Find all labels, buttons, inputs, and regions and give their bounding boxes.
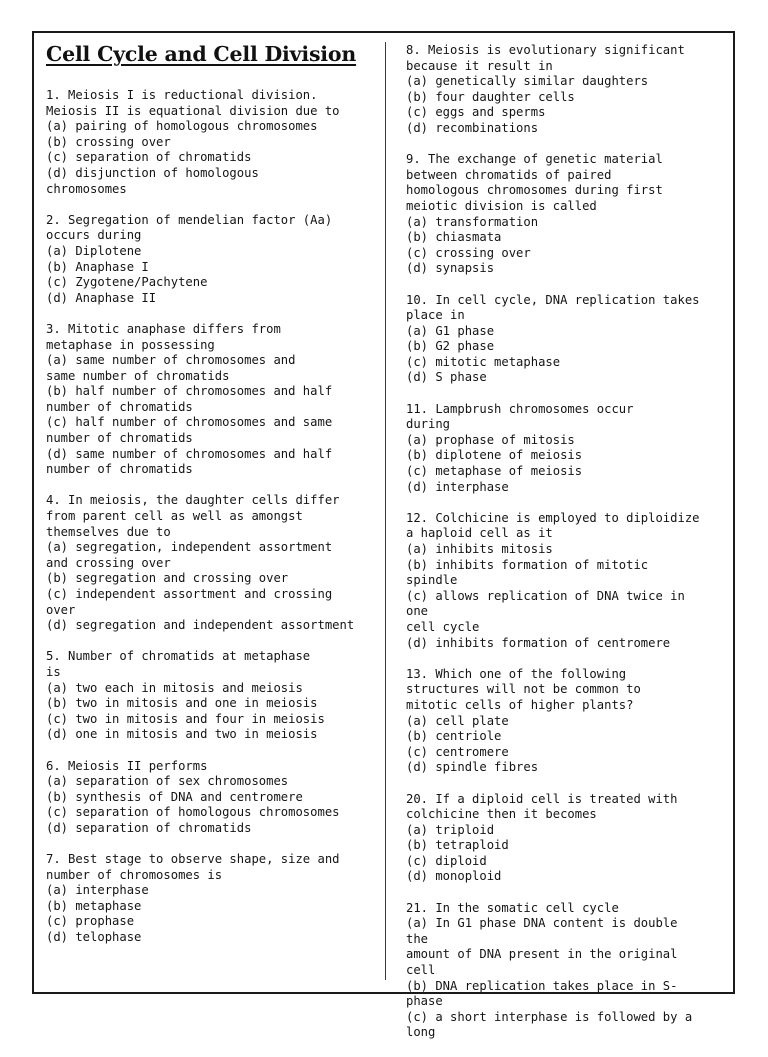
question-stem: 8. Meiosis is evolutionary significant because it result in (406, 43, 685, 73)
option-b: (b) G2 phase (406, 339, 495, 354)
question-4 (46, 493, 376, 633)
option-a: (a) genetically similar daughters (406, 74, 649, 89)
option-b: (b) half number of chromosomes and half number of chromatids (46, 384, 333, 414)
question-stem: 2. Segregation of mendelian factor (Aa) occurs during (46, 212, 333, 243)
question-stem: 10. In cell cycle, DNA replication takes place in (406, 292, 700, 323)
option-d: (d) one in mitosis and two in meiosis (46, 727, 318, 742)
option-a: (a) prophase of mitosis (406, 432, 575, 447)
question-8 (406, 43, 706, 137)
question-stem: 3. Mitotic anaphase differs from metaphase in possessing (46, 321, 281, 352)
option-a: (a) interphase (46, 883, 149, 898)
option-list (406, 542, 706, 651)
option-a: (a) G1 phase (406, 323, 495, 338)
option-c: (c) centromere (406, 744, 509, 759)
option-c: (c) half number of chromosomes and same number of chromatids (46, 415, 333, 446)
option-b: (b) segregation and crossing over (46, 571, 289, 586)
option-b: (b) diplotene of meiosis (406, 448, 583, 463)
option-list (46, 353, 376, 478)
question-10 (406, 293, 706, 387)
option-c: (c) eggs and sperms (406, 105, 546, 120)
option-c: (c) allows replication of DNA twice in one cell cycle (406, 588, 685, 634)
question-stem: 12. Colchicine is employed to diploidize a haploid cell as it (406, 510, 700, 541)
option-a: (a) same number of chromosomes and same number of chromatids (46, 353, 296, 383)
option-a: (a) two each in mitosis and meiosis (46, 680, 303, 695)
question-9 (406, 152, 706, 277)
option-a: (a) inhibits mitosis (406, 542, 553, 556)
option-a: (a) pairing of homologous chromosomes (46, 119, 318, 134)
option-c: (c) crossing over (406, 245, 531, 260)
option-a: (a) Diplotene (46, 243, 142, 258)
question-stem: 6. Meiosis II performs (46, 758, 208, 773)
option-c: (c) mitotic metaphase (406, 354, 561, 369)
option-a: (a) cell plate (406, 713, 509, 728)
option-b: (b) two in mitosis and one in meiosis (46, 696, 318, 711)
option-a: (a) In G1 phase DNA content is double the amount of DNA present in the original cell (406, 916, 678, 978)
page-title: Cell Cycle and Cell Division (46, 42, 357, 66)
option-a: (a) triploid (406, 822, 495, 837)
option-c: (c) separation of homologous chromosomes (46, 805, 340, 820)
left-column (46, 88, 376, 961)
option-c: (c) separation of chromatids (46, 150, 252, 165)
option-a: (a) transformation (406, 214, 539, 229)
option-d: (d) interphase (406, 479, 509, 494)
option-b: (b) inhibits formation of mitotic spindle (406, 557, 649, 588)
question-stem: 13. Which one of the following structures will not be common to mitotic cells of higher plants? (406, 666, 641, 712)
option-c: (c) two in mitosis and four in meiosis (46, 711, 325, 726)
right-column (406, 43, 706, 1057)
option-d: (d) monoploid (406, 869, 502, 884)
option-c: (c) metaphase of meiosis (406, 464, 583, 479)
option-b: (b) DNA replication takes place in S-phase (406, 978, 678, 1009)
option-d: (d) same number of chromosomes and half number of chromatids (46, 446, 333, 477)
question-1 (46, 88, 376, 197)
option-d: (d) synapsis (406, 261, 495, 276)
question-stem: 11. Lampbrush chromosomes occur during (406, 401, 634, 432)
question-13 (406, 667, 706, 776)
option-c: (c) Zygotene/Pachytene (46, 275, 208, 290)
question-3 (46, 322, 376, 478)
question-12 (406, 511, 706, 651)
option-list (46, 883, 376, 945)
option-list (406, 823, 706, 885)
option-b: (b) chiasmata (406, 230, 502, 245)
option-b: (b) tetraploid (406, 838, 509, 853)
option-d: (d) S phase (406, 370, 487, 385)
option-d: (d) recombinations (406, 120, 539, 135)
option-list (46, 540, 376, 634)
question-stem: 4. In meiosis, the daughter cells differ from parent cell as well as amongst themselves due to (46, 493, 340, 539)
option-list (406, 916, 706, 1041)
question-stem: 20. If a diploid cell is treated with colchicine then it becomes (406, 791, 678, 822)
option-d: (d) inhibits formation of centromere (406, 635, 671, 650)
option-list (46, 244, 376, 306)
option-b: (b) centriole (406, 729, 502, 744)
option-list (46, 119, 376, 197)
question-7 (46, 852, 376, 946)
question-stem: 5. Number of chromatids at metaphase is (46, 649, 311, 679)
question-stem: 1. Meiosis I is reductional division. Meiosis II is equational division due to (46, 88, 340, 118)
option-b: (b) crossing over (46, 134, 171, 149)
question-5 (46, 649, 376, 743)
column-divider (385, 42, 386, 980)
option-b: (b) Anaphase I (46, 259, 149, 274)
option-b: (b) metaphase (46, 898, 142, 913)
question-2 (46, 213, 376, 307)
option-d: (d) spindle fibres (406, 760, 539, 775)
option-list (46, 681, 376, 743)
option-a: (a) segregation, independent assortment and crossing over (46, 540, 333, 570)
option-b: (b) four daughter cells (406, 89, 575, 104)
option-d: (d) telophase (46, 930, 142, 945)
option-d: (d) disjunction of homologous chromosomes (46, 165, 259, 196)
option-c: (c) independent assortment and crossing over (46, 587, 333, 617)
option-d: (d) segregation and independent assortment (46, 618, 355, 633)
question-stem: 21. In the somatic cell cycle (406, 900, 619, 915)
option-c: (c) a short interphase is followed by a long (406, 1009, 693, 1040)
option-list (406, 74, 706, 136)
option-a: (a) separation of sex chromosomes (46, 774, 289, 789)
question-6 (46, 759, 376, 837)
option-c: (c) diploid (406, 853, 487, 868)
option-list (406, 714, 706, 776)
option-d: (d) Anaphase II (46, 290, 157, 305)
option-c: (c) prophase (46, 914, 135, 929)
question-21 (406, 901, 706, 1041)
question-11 (406, 402, 706, 496)
option-b: (b) synthesis of DNA and centromere (46, 789, 303, 804)
option-list (406, 215, 706, 277)
question-stem: 9. The exchange of genetic material between chromatids of paired homologous chromosomes during first meiotic division is called (406, 152, 663, 213)
option-d: (d) separation of chromatids (46, 820, 252, 835)
question-stem: 7. Best stage to observe shape, size and number of chromosomes is (46, 852, 340, 882)
option-list (46, 774, 376, 836)
option-list (406, 433, 706, 495)
question-20 (406, 792, 706, 886)
option-list (406, 324, 706, 386)
